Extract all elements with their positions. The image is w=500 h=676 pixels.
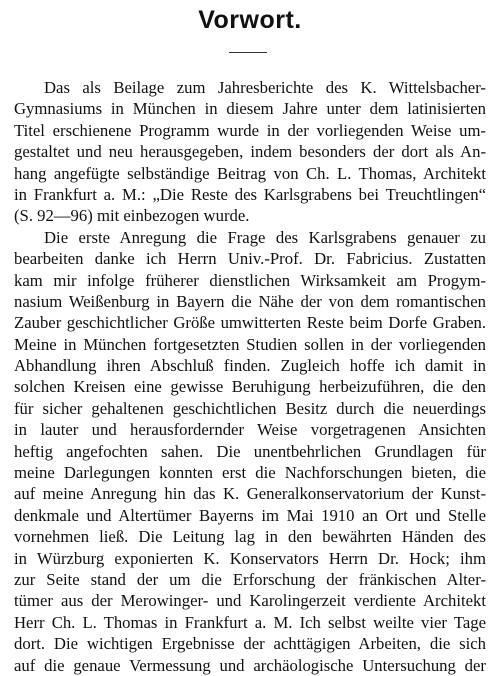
paragraph-2-line-16: in Würzburg exponierten K. Konservators Herrn Dr. Hock; ihm [14,548,486,568]
paragraph-2-line-2: bearbeiten danke ich Herrn Univ.-Prof. Dr. Fabricius. Zustatten [14,249,486,269]
paragraph-1-line-1: Das als Beilage zum Jahresberichte des K. Wittelsbacher- [44,78,486,97]
paragraph-2-line-18: tümer aus der Merowinger- und Karolingerzeit verdiente Architekt [14,591,486,611]
paragraph-2-line-19: Herr Ch. L. Thomas in Frankfurt a. M. Ich selbst weilte vier Tage [14,612,486,632]
paragraph-2-line-12: meine Darlegungen konnten erst die Nachforschungen bieten, die [14,463,486,483]
paragraph-2-line-13: auf meine Anregung hin das K. Generalkonservatorium der Kunst- [14,484,486,504]
paragraph-1-line-6: in Frankfurt a. M.: „Die Reste des Karlsgrabens bei Treuchtlingen“ [14,184,486,204]
paragraph-2-line-15: vornehmen ließ. Die Leitung lag in den bewährten Händen des [14,527,486,547]
paragraph-2-line-7: Abhandlung ihren Abschluß finden. Zugleich hoffe ich damit in [14,356,486,376]
paragraph-1-line-2: Gymnasiums in München in diesem Jahre unter dem latinisierten [14,99,486,119]
paragraph-2-line-5: Zauber geschichtlicher Größe umwitterten Reste beim Dorfe Graben. [14,313,486,333]
paragraph-2-line-14: denkmale und Altertümer Bayerns im Mai 1910 an Ort und Stelle [14,505,486,525]
paragraph-2-line-10: in lauter und herausfordernder Weise vorgetragenen Ansichten [14,420,486,440]
paragraph-1-line-7: (S. 92—96) mit einbezogen wurde. [14,206,250,226]
paragraph-2-line-17: zur Seite stand der um die Erforschung der fränkischen Alter- [14,569,486,589]
paragraph-2-line-8: solchen Kreisen eine gewisse Beruhigung herbeizuführen, die den [14,377,486,397]
paragraph-2-line-4: nasium Weißenburg in Bayern die Nähe der von dem romantischen [14,291,486,311]
paragraph-2-line-21: auf die genaue Vermessung und archäologische Untersuchung der [14,655,486,675]
title-divider [229,52,267,53]
paragraph-1-line-4: gestaltet und neu herausgegeben, indem besonders der dort als An- [14,142,486,162]
paragraph-2-line-6: Meine in München fortgesetzten Studien sollen in der vorliegenden [14,334,486,354]
page-title: Vorwort. [198,6,302,34]
paragraph-2-line-20: dort. Die wichtigen Ergebnisse der achttägigen Arbeiten, die sich [14,634,486,654]
paragraph-2-line-11: heftig angefochten sahen. Die unentbehrlichen Grundlagen für [14,441,486,461]
paragraph-2-line-1: Die erste Anregung die Frage des Karlsgrabens genauer zu [44,227,486,247]
paragraph-2-line-9: für sicher gehaltenen geschichtlichen Besitz durch die neuerdings [14,398,486,418]
paragraph-1-line-3: Titel erschienene Programm wurde in der vorliegenden Weise um- [14,120,486,140]
paragraph-1-line-5: hang angefügte selbständige Beitrag von Ch. L. Thomas, Architekt [14,163,486,183]
body-text [14,77,486,676]
paragraph-2-line-3: kam mir infolge früherer dienstlichen Wirksamkeit am Progym- [14,270,486,290]
